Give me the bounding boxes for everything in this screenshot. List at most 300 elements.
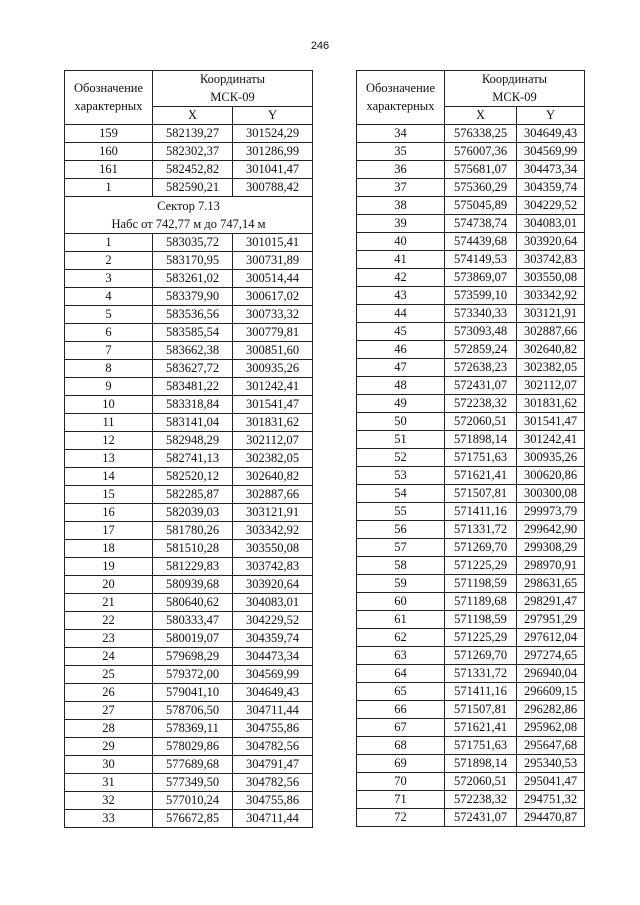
x-coordinate: 571269,70 [445,647,517,665]
point-number: 60 [357,593,445,611]
x-coordinate: 583261,02 [153,270,233,288]
y-coordinate: 303550,08 [233,540,313,558]
x-coordinate: 575360,29 [445,179,517,197]
y-coordinate: 304649,43 [517,125,585,143]
x-coordinate: 571507,81 [445,485,517,503]
x-coordinate: 578369,11 [153,720,233,738]
point-number: 36 [357,161,445,179]
y-coordinate: 302112,07 [517,377,585,395]
point-number: 54 [357,485,445,503]
x-coordinate: 576338,25 [445,125,517,143]
point-number: 43 [357,287,445,305]
x-coordinate: 580333,47 [153,612,233,630]
table-row [65,702,313,720]
x-coordinate: 571411,16 [445,503,517,521]
point-number: 56 [357,521,445,539]
x-coordinate: 576007,36 [445,143,517,161]
point-number: 35 [357,143,445,161]
point-number: 28 [65,720,153,738]
table-row [357,485,585,503]
x-coordinate: 571621,41 [445,719,517,737]
x-coordinate: 571269,70 [445,539,517,557]
point-number: 13 [65,450,153,468]
x-coordinate: 571198,59 [445,611,517,629]
y-coordinate: 294751,32 [517,791,585,809]
page-number: 246 [310,40,330,52]
x-coordinate: 578706,50 [153,702,233,720]
x-coordinate: 571331,72 [445,521,517,539]
table-row [65,522,313,540]
point-label-header [357,71,445,125]
x-coordinate: 573340,33 [445,305,517,323]
y-coordinate: 300620,86 [517,467,585,485]
x-coordinate: 577349,50 [153,774,233,792]
x-coordinate: 581229,83 [153,558,233,576]
point-number: 53 [357,467,445,485]
x-coordinate: 583141,04 [153,414,233,432]
table-row [65,648,313,666]
x-coordinate: 583379,90 [153,288,233,306]
y-coordinate: 301831,62 [233,414,313,432]
table-row [357,251,585,269]
y-coordinate: 301015,41 [233,234,313,252]
y-coordinate: 297951,29 [517,611,585,629]
table-row [357,611,585,629]
y-coordinate: 304359,74 [517,179,585,197]
table-row [357,539,585,557]
header-coord-line: МСК-09 [492,89,537,104]
table-row [65,756,313,774]
y-coordinate: 299973,79 [517,503,585,521]
y-coordinate: 304473,34 [517,161,585,179]
point-number: 7 [65,342,153,360]
x-coordinate: 574738,74 [445,215,517,233]
sector-subtitle: Набс от 742,77 м до 747,14 м [111,217,266,231]
y-coordinate: 303121,91 [517,305,585,323]
x-coordinate: 571189,68 [445,593,517,611]
table-row [65,468,313,486]
coordinates-table-left [64,70,313,828]
y-coordinate: 300300,08 [517,485,585,503]
point-number: 25 [65,666,153,684]
point-number: 46 [357,341,445,359]
y-coordinate: 304711,44 [233,810,313,828]
x-coordinate: 571198,59 [445,575,517,593]
x-coordinate: 580939,68 [153,576,233,594]
x-coordinate: 582948,29 [153,432,233,450]
y-coordinate: 303920,64 [517,233,585,251]
table-row [65,666,313,684]
header-label-line: Обозначение [73,81,144,95]
table-row [357,503,585,521]
table-row [357,215,585,233]
table-row [357,755,585,773]
y-coordinate: 300731,89 [233,252,313,270]
y-coordinate: 304229,52 [517,197,585,215]
y-coordinate: 303742,83 [233,558,313,576]
table-row [357,395,585,413]
x-coordinate: 575681,07 [445,161,517,179]
table-row [357,593,585,611]
table-row [357,143,585,161]
y-coordinate: 304569,99 [517,143,585,161]
x-coordinate: 582590,21 [153,179,233,197]
table-row [357,161,585,179]
y-coordinate: 304782,56 [233,774,313,792]
x-coordinate: 571898,14 [445,755,517,773]
table-row [357,575,585,593]
x-coordinate: 571898,14 [445,431,517,449]
point-number: 12 [65,432,153,450]
y-coordinate: 301041,47 [233,161,313,179]
point-number: 50 [357,413,445,431]
y-coordinate: 301541,47 [517,413,585,431]
y-coordinate: 302887,66 [233,486,313,504]
table-row [65,161,313,179]
point-number: 45 [357,323,445,341]
header-coord-line: Координаты [199,72,266,86]
table-row [357,647,585,665]
point-number: 27 [65,702,153,720]
point-number: 32 [65,792,153,810]
y-header: Y [517,107,585,125]
table-row [65,234,313,252]
point-number: 62 [357,629,445,647]
y-header: Y [233,107,313,125]
point-number: 37 [357,179,445,197]
x-coordinate: 583585,54 [153,324,233,342]
y-coordinate: 304782,56 [233,738,313,756]
table-row [357,359,585,377]
table-row [357,521,585,539]
table-row [65,540,313,558]
table-row [357,269,585,287]
point-number: 63 [357,647,445,665]
point-number: 64 [357,665,445,683]
x-coordinate: 572859,24 [445,341,517,359]
y-coordinate: 299642,90 [517,521,585,539]
x-coordinate: 573093,48 [445,323,517,341]
table-row [65,486,313,504]
y-coordinate: 296282,86 [517,701,585,719]
point-number: 11 [65,414,153,432]
x-coordinate: 582039,03 [153,504,233,522]
table-row [357,431,585,449]
x-coordinate: 572238,32 [445,791,517,809]
table-row [357,665,585,683]
y-coordinate: 295962,08 [517,719,585,737]
point-number: 29 [65,738,153,756]
sector-title: Сектор 7.13 [157,199,220,213]
x-coordinate: 572638,23 [445,359,517,377]
table-row [65,720,313,738]
table-row [65,378,313,396]
table-row [357,341,585,359]
point-number: 1 [65,234,153,252]
x-coordinate: 582139,27 [153,125,233,143]
y-coordinate: 300851,60 [233,342,313,360]
point-number: 70 [357,773,445,791]
point-number: 8 [65,360,153,378]
y-coordinate: 298970,91 [517,557,585,575]
y-coordinate: 304755,86 [233,792,313,810]
y-coordinate: 300935,26 [233,360,313,378]
y-coordinate: 304473,34 [233,648,313,666]
x-coordinate: 572060,51 [445,773,517,791]
table-row [65,143,313,161]
x-header: X [445,107,517,125]
point-number: 40 [357,233,445,251]
table-row [65,125,313,143]
point-number: 68 [357,737,445,755]
x-coordinate: 572238,32 [445,395,517,413]
y-coordinate: 302640,82 [233,468,313,486]
point-number: 39 [357,215,445,233]
y-coordinate: 304083,01 [517,215,585,233]
y-coordinate: 304569,99 [233,666,313,684]
point-number: 72 [357,809,445,827]
y-coordinate: 303342,92 [233,522,313,540]
x-coordinate: 579372,00 [153,666,233,684]
table-row [65,414,313,432]
point-number: 34 [357,125,445,143]
y-coordinate: 302382,05 [233,450,313,468]
table-row [65,612,313,630]
x-coordinate: 573869,07 [445,269,517,287]
x-coordinate: 571751,63 [445,449,517,467]
point-number: 22 [65,612,153,630]
table-row [357,449,585,467]
x-coordinate: 579698,29 [153,648,233,666]
y-coordinate: 302640,82 [517,341,585,359]
point-number: 69 [357,755,445,773]
y-coordinate: 295647,68 [517,737,585,755]
x-coordinate: 580019,07 [153,630,233,648]
point-number: 59 [357,575,445,593]
y-coordinate: 301831,62 [517,395,585,413]
table-row [65,360,313,378]
y-coordinate: 304359,74 [233,630,313,648]
point-number: 30 [65,756,153,774]
point-number: 4 [65,288,153,306]
y-coordinate: 302887,66 [517,323,585,341]
sector-caption [65,197,313,234]
x-coordinate: 582520,12 [153,468,233,486]
table-row [357,413,585,431]
point-number: 15 [65,486,153,504]
y-coordinate: 300514,44 [233,270,313,288]
x-coordinate: 571331,72 [445,665,517,683]
coordinates-table-right [356,70,585,827]
table-row [357,377,585,395]
x-coordinate: 571225,29 [445,629,517,647]
point-number: 5 [65,306,153,324]
table-row [65,288,313,306]
y-coordinate: 302382,05 [517,359,585,377]
point-number: 159 [65,125,153,143]
y-coordinate: 302112,07 [233,432,313,450]
table-row [65,558,313,576]
x-coordinate: 571225,29 [445,557,517,575]
x-coordinate: 576672,85 [153,810,233,828]
table-row [65,342,313,360]
y-coordinate: 303550,08 [517,269,585,287]
y-coordinate: 303342,92 [517,287,585,305]
point-number: 10 [65,396,153,414]
point-number: 160 [65,143,153,161]
table-row [357,323,585,341]
point-number: 18 [65,540,153,558]
table-row [65,774,313,792]
point-number: 58 [357,557,445,575]
x-coordinate: 582285,87 [153,486,233,504]
point-number: 67 [357,719,445,737]
x-coordinate: 571507,81 [445,701,517,719]
point-number: 49 [357,395,445,413]
table-row [357,557,585,575]
y-coordinate: 300733,32 [233,306,313,324]
table-row [65,270,313,288]
header-label-line: Обозначение [365,81,436,95]
x-coordinate: 572431,07 [445,809,517,827]
table-row [65,810,313,828]
y-coordinate: 300935,26 [517,449,585,467]
y-coordinate: 301524,29 [233,125,313,143]
table-row [357,287,585,305]
table-row [65,306,313,324]
table-row [65,324,313,342]
point-number: 20 [65,576,153,594]
x-header: X [153,107,233,125]
point-number: 31 [65,774,153,792]
x-coordinate: 574149,53 [445,251,517,269]
table-row [65,504,313,522]
y-coordinate: 301242,41 [233,378,313,396]
x-coordinate: 583481,22 [153,378,233,396]
x-coordinate: 583035,72 [153,234,233,252]
y-coordinate: 301541,47 [233,396,313,414]
sector-row [65,197,313,234]
table-row [357,773,585,791]
point-label-header [65,71,153,125]
point-number: 6 [65,324,153,342]
point-number: 61 [357,611,445,629]
x-coordinate: 581510,28 [153,540,233,558]
y-coordinate: 300617,02 [233,288,313,306]
table-row [65,396,313,414]
point-number: 41 [357,251,445,269]
x-coordinate: 582452,82 [153,161,233,179]
y-coordinate: 297612,04 [517,629,585,647]
x-coordinate: 571621,41 [445,467,517,485]
point-number: 1 [65,179,153,197]
point-number: 21 [65,594,153,612]
point-number: 17 [65,522,153,540]
x-coordinate: 583627,72 [153,360,233,378]
coordinates-header [153,71,313,107]
y-coordinate: 300788,42 [233,179,313,197]
y-coordinate: 298291,47 [517,593,585,611]
point-number: 24 [65,648,153,666]
point-number: 52 [357,449,445,467]
table-row [357,125,585,143]
table-row [357,719,585,737]
table-row [357,233,585,251]
x-coordinate: 572060,51 [445,413,517,431]
point-number: 161 [65,161,153,179]
point-number: 48 [357,377,445,395]
table-row [65,594,313,612]
table-row [357,629,585,647]
y-coordinate: 301242,41 [517,431,585,449]
x-coordinate: 571751,63 [445,737,517,755]
y-coordinate: 304229,52 [233,612,313,630]
point-number: 42 [357,269,445,287]
y-coordinate: 296940,04 [517,665,585,683]
point-number: 38 [357,197,445,215]
y-coordinate: 299308,29 [517,539,585,557]
table-row [65,792,313,810]
x-coordinate: 582302,37 [153,143,233,161]
y-coordinate: 303920,64 [233,576,313,594]
y-coordinate: 295340,53 [517,755,585,773]
y-coordinate: 304649,43 [233,684,313,702]
y-coordinate: 297274,65 [517,647,585,665]
x-coordinate: 580640,62 [153,594,233,612]
point-number: 55 [357,503,445,521]
y-coordinate: 304755,86 [233,720,313,738]
y-coordinate: 295041,47 [517,773,585,791]
table-row [357,179,585,197]
point-number: 19 [65,558,153,576]
x-coordinate: 583170,95 [153,252,233,270]
y-coordinate: 298631,65 [517,575,585,593]
x-coordinate: 574439,68 [445,233,517,251]
x-coordinate: 572431,07 [445,377,517,395]
point-number: 2 [65,252,153,270]
x-coordinate: 583536,56 [153,306,233,324]
table-row [357,737,585,755]
point-number: 47 [357,359,445,377]
y-coordinate: 296609,15 [517,683,585,701]
y-coordinate: 304711,44 [233,702,313,720]
point-number: 14 [65,468,153,486]
x-coordinate: 578029,86 [153,738,233,756]
point-number: 26 [65,684,153,702]
y-coordinate: 303121,91 [233,504,313,522]
y-coordinate: 303742,83 [517,251,585,269]
x-coordinate: 583662,38 [153,342,233,360]
y-coordinate: 300779,81 [233,324,313,342]
point-number: 33 [65,810,153,828]
table-row [65,432,313,450]
y-coordinate: 304791,47 [233,756,313,774]
table-row [65,630,313,648]
table-row [65,684,313,702]
y-coordinate: 294470,87 [517,809,585,827]
table-row [65,450,313,468]
table-row [65,576,313,594]
table-row [357,791,585,809]
header-label-line: характерных [366,98,435,113]
coordinates-header [445,71,585,107]
table-row [65,179,313,197]
point-number: 66 [357,701,445,719]
point-number: 23 [65,630,153,648]
x-coordinate: 582741,13 [153,450,233,468]
x-coordinate: 575045,89 [445,197,517,215]
x-coordinate: 583318,84 [153,396,233,414]
